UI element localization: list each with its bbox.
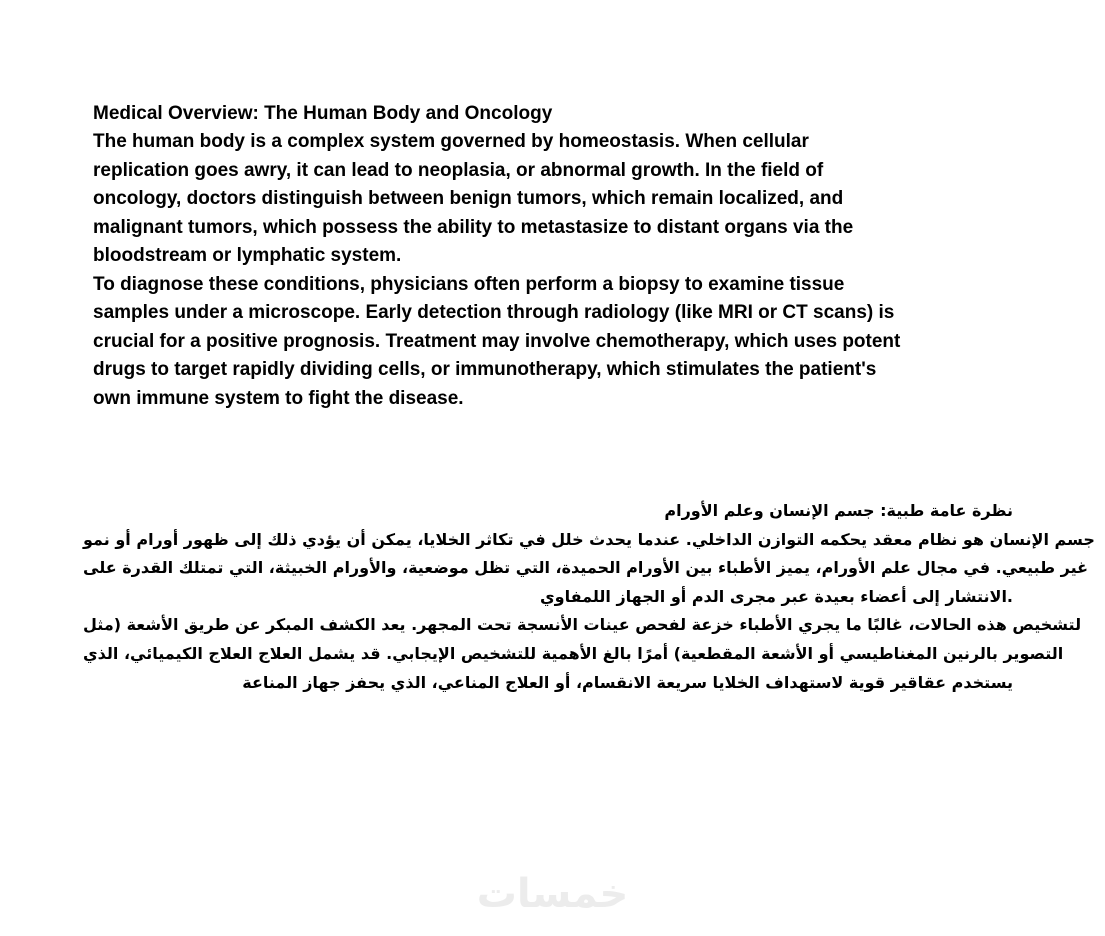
arabic-text-block [83, 497, 1095, 697]
arabic-paragraph2-line: التصوير بالرنين المغناطيسي أو الأشعة المقطعية) أمرًا بالغ الأهمية للتشخيص الإيجابي. قد يشمل العلاج العلاج الكيميائي، الذي [83, 643, 1064, 663]
arabic-paragraph2-line: يستخدم عقاقير قوية لاستهداف الخلايا سريعة الانقسام، أو العلاج المناعي، الذي يحفز جهاز المناعة [242, 672, 1013, 692]
english-paragraph1-line: oncology, doctors distinguish between benign tumors, which remain localized, and [93, 188, 844, 210]
english-paragraph2-line: own immune system to fight the disease. [93, 387, 464, 409]
arabic-paragraph1-line: غير طبيعي. في مجال علم الأورام، يميز الأطباء بين الأورام الحميدة، التي تظل موضعية، والأورام الخبيثة، التي تمتلك القدرة على [83, 558, 1089, 578]
english-title: Medical Overview: The Human Body and Oncology [93, 103, 553, 124]
arabic-paragraph1-line: جسم الإنسان هو نظام معقد يحكمه التوازن الداخلي. عندما يحدث خلل في تكاثر الخلايا، يمكن أن يؤدي ذلك إلى ظهور أورام أو نمو [83, 529, 1095, 549]
khamsat-watermark-logo: خمسات [476, 871, 629, 917]
english-text-block [93, 100, 1023, 413]
arabic-paragraph2-line: لتشخيص هذه الحالات، غالبًا ما يجري الأطباء خزعة لفحص عينات الأنسجة تحت المجهر. يعد الكشف المبكر عن طريق الأشعة (مثل [83, 615, 1082, 635]
english-paragraph1-line: malignant tumors, which possess the ability to metastasize to distant organs via the [93, 216, 854, 238]
arabic-title: نظرة عامة طبية: جسم الإنسان وعلم الأورام [664, 501, 1013, 520]
english-paragraph2-line: drugs to target rapidly dividing cells, or immunotherapy, which stimulates the patient's [93, 359, 877, 381]
english-paragraph2-line: To diagnose these conditions, physicians often perform a biopsy to examine tissue [93, 273, 845, 295]
english-paragraph1-line: The human body is a complex system governed by homeostasis. When cellular [93, 131, 809, 153]
english-paragraph1-line: replication goes awry, it can lead to neoplasia, or abnormal growth. In the field of [93, 159, 824, 181]
english-paragraph2-line: crucial for a positive prognosis. Treatment may involve chemotherapy, which uses potent [93, 330, 901, 352]
english-paragraph2-line: samples under a microscope. Early detection through radiology (like MRI or CT scans) is [93, 302, 895, 324]
arabic-paragraph1-line: الانتشار إلى أعضاء بعيدة عبر مجرى الدم أو الجهاز اللمفاوي. [540, 586, 1013, 606]
english-paragraph1-line: bloodstream or lymphatic system. [93, 245, 402, 267]
